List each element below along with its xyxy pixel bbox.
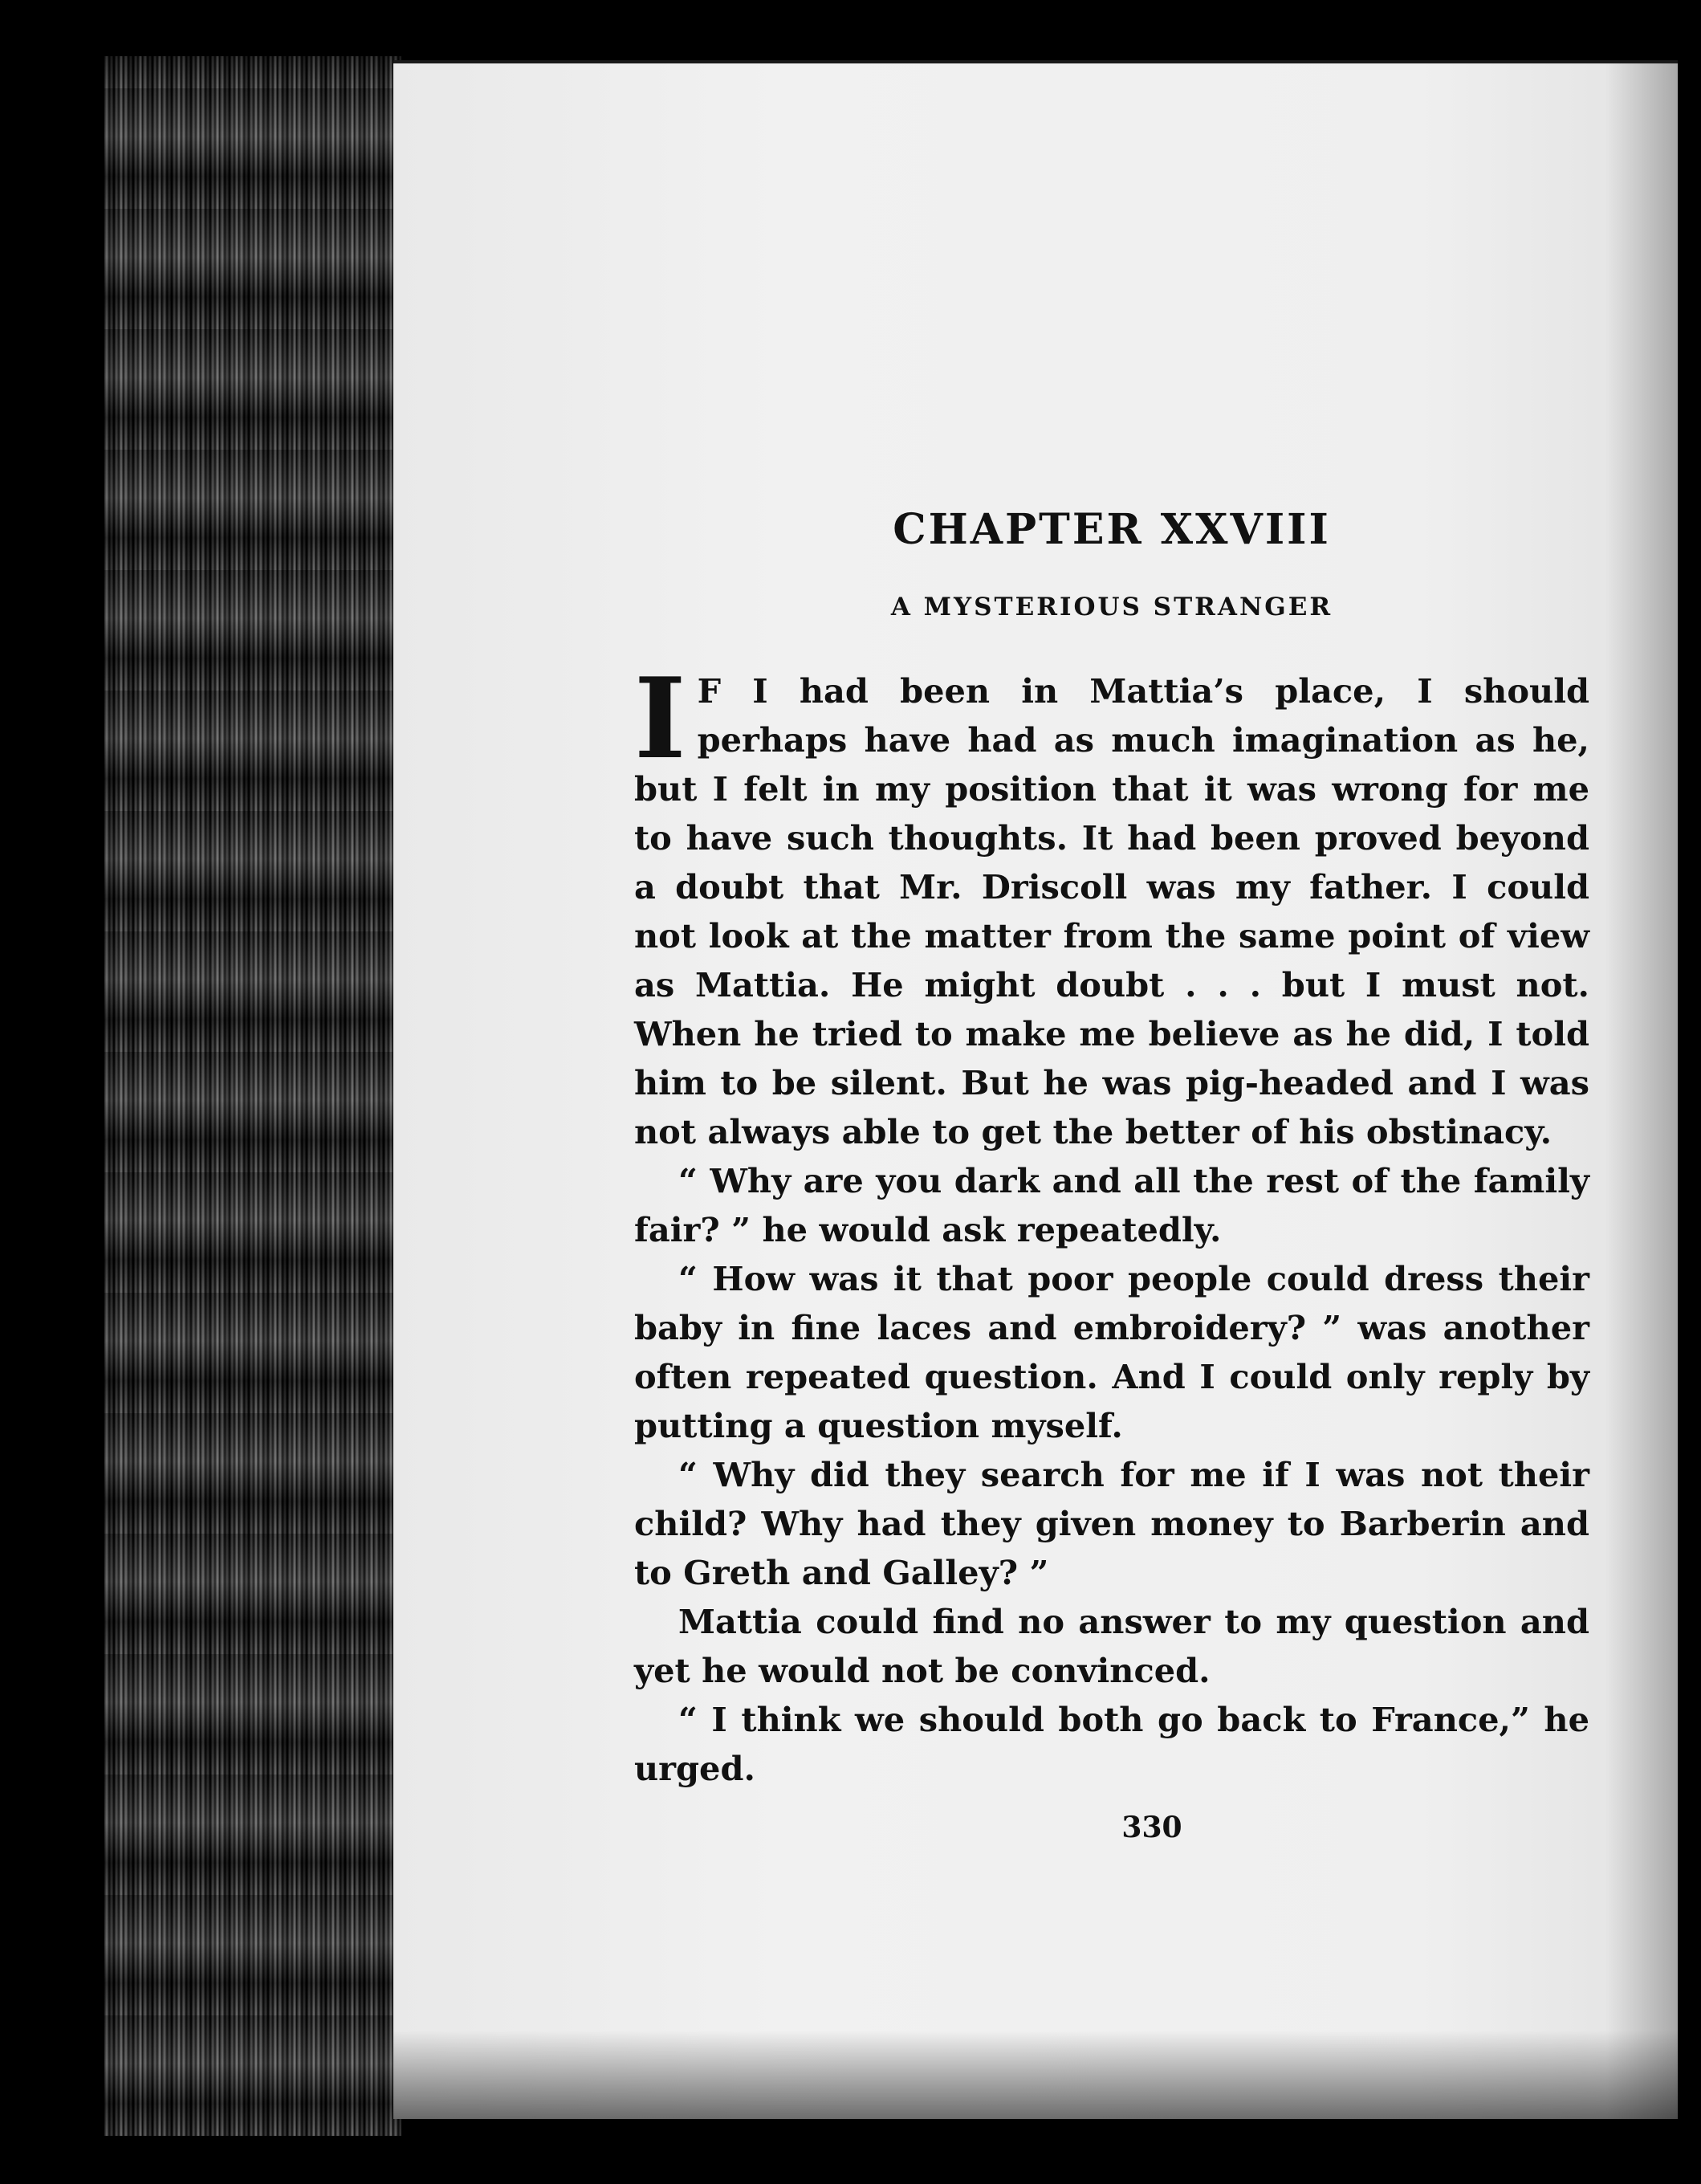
page-text-block — [634, 505, 1589, 1844]
drop-cap-letter: I — [634, 653, 686, 784]
paragraph-2: “ Why are you dark and all the rest of the family fair? ” he would ask repeatedly. — [634, 1161, 1589, 1249]
book-page — [393, 60, 1678, 2119]
paragraph-1-text: F I had been in Mattia’s place, I should perhaps have had as much imagination as he, but I felt in my position that it was wrong for me to have such thoughts. It had been proved beyond a doubt that Mr. Driscoll was my father. I could not look at the matter from the same point of view as Mattia. He might doubt . . . but I must not. When he tried to make me believe as he did, I told him to be silent. But he was pig-headed and I was not always able to get the better of his obstinacy. — [634, 671, 1589, 1151]
chapter-title: CHAPTER XXVIII — [893, 505, 1331, 554]
page-shadow-bottom — [393, 2031, 1678, 2119]
paragraph-3: “ How was it that poor people could dress their baby in fine laces and embroidery? ” was another often repeated question. And I could only reply by putting a question myself. — [634, 1259, 1589, 1445]
page-number: 330 — [1121, 1811, 1182, 1844]
chapter-subtitle: A MYSTERIOUS STRANGER — [890, 593, 1333, 621]
page-shadow-right — [1605, 63, 1678, 2119]
paragraph-6: “ I think we should both go back to France,” he urged. — [634, 1700, 1589, 1788]
paragraph-4: “ Why did they search for me if I was not their child? Why had they given money to Barberin and to Greth and Galley? ” — [634, 1455, 1589, 1592]
book-page-edge — [104, 56, 401, 2136]
paragraph-5: Mattia could find no answer to my question and yet he would not be convinced. — [634, 1602, 1589, 1690]
paragraph-1 — [634, 653, 1589, 1156]
